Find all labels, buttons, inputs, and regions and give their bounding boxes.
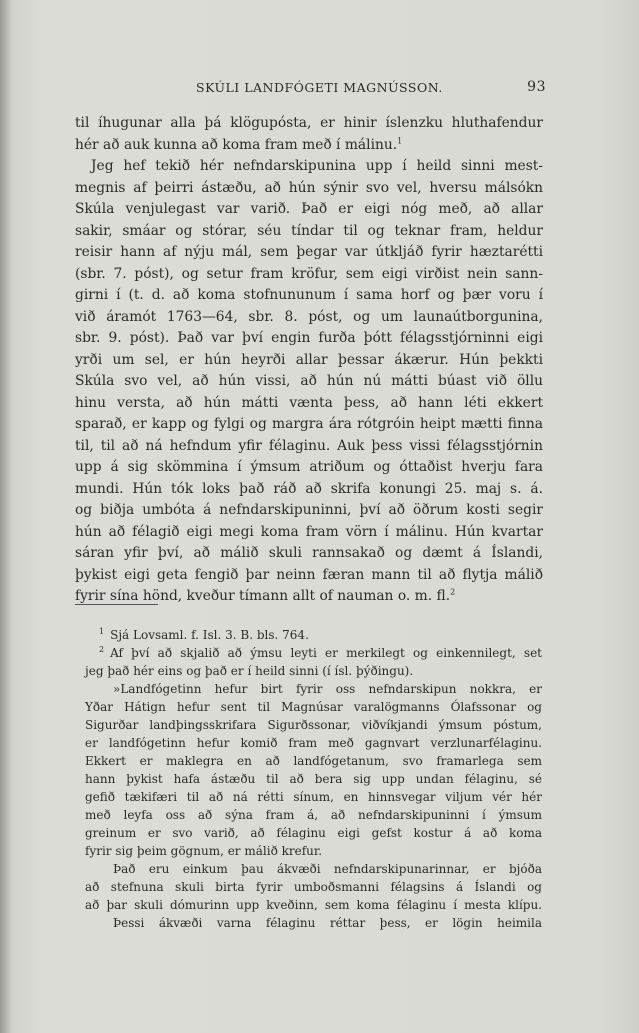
body-line: hún að félagið eigi megi koma fram vörn í málinu. Hún kvartar (75, 523, 543, 540)
body-line: megnis af þeirri ástæðu, að hún sýnir svo vel, hversu málsókn (75, 179, 543, 196)
body-line: sbr. 9. póst). Það var því engin furða þótt félagsstjórninni eigi (75, 330, 543, 346)
footnote-line: Sigurðar landþingsskrifara Sigurðssonar, viðvíkjandi ýmsum póstum, (85, 718, 542, 732)
body-line: girni í (t. d. að koma stofnununum í sama horf og þær voru í (75, 287, 543, 303)
footnote-line: að þar skuli dómurinn upp kveðinn, sem koma félaginu í mesta klípu. (85, 898, 542, 912)
body-line: fyrir sína hönd, kveður tímann allt of nauman o. m. fl.$^2$ (75, 587, 456, 604)
body-line: hinu versta, að hún mátti vænta þess, að hann léti ekkert (75, 394, 543, 411)
body-line: Skúla svo vel, að hún vissi, að hún nú mátti búast við öllu (75, 373, 543, 389)
body-line: sparað, er kapp og fylgi og margra ára rótgróin heipt mætti finna (75, 416, 543, 432)
footnote-marker: 1 (99, 627, 105, 636)
body-line: sakir, smáar og stórar, séu tíndar til og teknar fram, heldur (75, 222, 543, 239)
footnote-line: með leyfa oss að sýna fram á, að nefndarskipuninni í ýmsum (85, 808, 542, 822)
footnote-line: er landfógetinn hefur komið fram með gagnvart verzlunarfélaginu. (85, 736, 542, 750)
footnote-line: fyrir sig þeim gögnum, er málið krefur. (85, 844, 323, 858)
footnote-line: Þessi ákvæði varna félaginu réttar þess, er lögin heimila (113, 916, 542, 930)
footnote-line: »Landfógetinn hefur birt fyrir oss nefndarskipun nokkra, er (113, 682, 542, 696)
body-line: sáran yfir því, að málið skuli rannsakað og dæmt á Íslandi, (75, 545, 543, 561)
footnote-ref: 1 (397, 135, 403, 145)
footnote-line: hann þykist hafa ástæðu til að bera sig upp undan félaginu, sé (85, 772, 542, 786)
running-title: SKÚLI LANDFÓGETI MAGNÚSSON. (196, 80, 443, 95)
body-line: til íhugunar alla þá klögupósta, er hinir íslenzku hluthafendur (75, 115, 543, 131)
footnote-line: Yðar Hátign hefur sent til Magnúsar varalögmanns Ólafssonar og (85, 700, 542, 714)
footnote-line: gefið tækifæri til að ná rétti sínum, en hinnsvegar viljum vér hér (85, 790, 542, 804)
body-line: yrði um sel, er hún heyrði allar þessar ákærur. Hún þekkti (75, 351, 543, 368)
footnote-line: Ekkert er maklegra en að landfógetanum, svo framarlega sem (85, 754, 542, 768)
book-gutter (0, 0, 10, 1033)
footnote-line: greinum er svo varið, að félaginu eigi gefst kostur á að koma (85, 826, 542, 840)
body-line: hér að auk kunna að koma fram með í málinu.$^1$ (75, 135, 403, 153)
body-line: til, til að ná hefndum yfir félaginu. Auk þess vissi félagsstjórnin (75, 437, 543, 454)
body-line: upp á sig skömmina í ýmsum atriðum og óttaðist hverju fara (75, 459, 543, 475)
footnote-rule (75, 604, 158, 605)
footnote-line: jeg það hér eins og það er í heild sinni (í ísl. þýðingu). (85, 664, 414, 678)
body-line: Skúla venjulegast var varið. Það er eigi nóg með, að allar (75, 201, 543, 217)
body-line: mundi. Hún tók loks það ráð að skrifa konungi 25. maj s. á. (75, 480, 543, 497)
footnote-marker: 2 (99, 645, 105, 654)
body-line: við áramót 1763—64, sbr. 8. póst, og um launaútborgunina, (75, 308, 543, 325)
body-line: (sbr. 7. póst), og setur fram kröfur, sem eigi virðist nein sann- (75, 265, 543, 282)
footnote-line: $^1$ Sjá Lovsaml. f. Isl. 3. B. bls. 764. (99, 627, 309, 642)
footnotes (85, 626, 542, 932)
page-number: 93 (527, 79, 546, 95)
body-line: þykist eigi geta fengið þar neinn færan mann til að flytja málið (75, 566, 543, 583)
body-line: reisir hann af nýju mál, sem þegar var útkljáð fyrir hæztarétti (75, 244, 543, 260)
footnote-ref: 2 (450, 587, 456, 597)
body-line: Jeg hef tekið hér nefndarskipunina upp í heild sinni mest- (91, 158, 543, 174)
footnote-line: $^2$ Af því að skjalið að ýmsu leyti er merkilegt og einkennilegt, set (99, 645, 542, 660)
body-text (75, 113, 543, 608)
footnote-line: Það eru einkum þau ákvæði nefndarskipunarinnar, er bjóða (113, 862, 542, 876)
body-line: og biðja umbóta á nefndarskipuninni, því að öðrum kosti segir (75, 502, 543, 518)
footnote-line: að stefnuna skuli birta fyrir umboðsmanni félagsins á Íslandi og (85, 880, 542, 894)
